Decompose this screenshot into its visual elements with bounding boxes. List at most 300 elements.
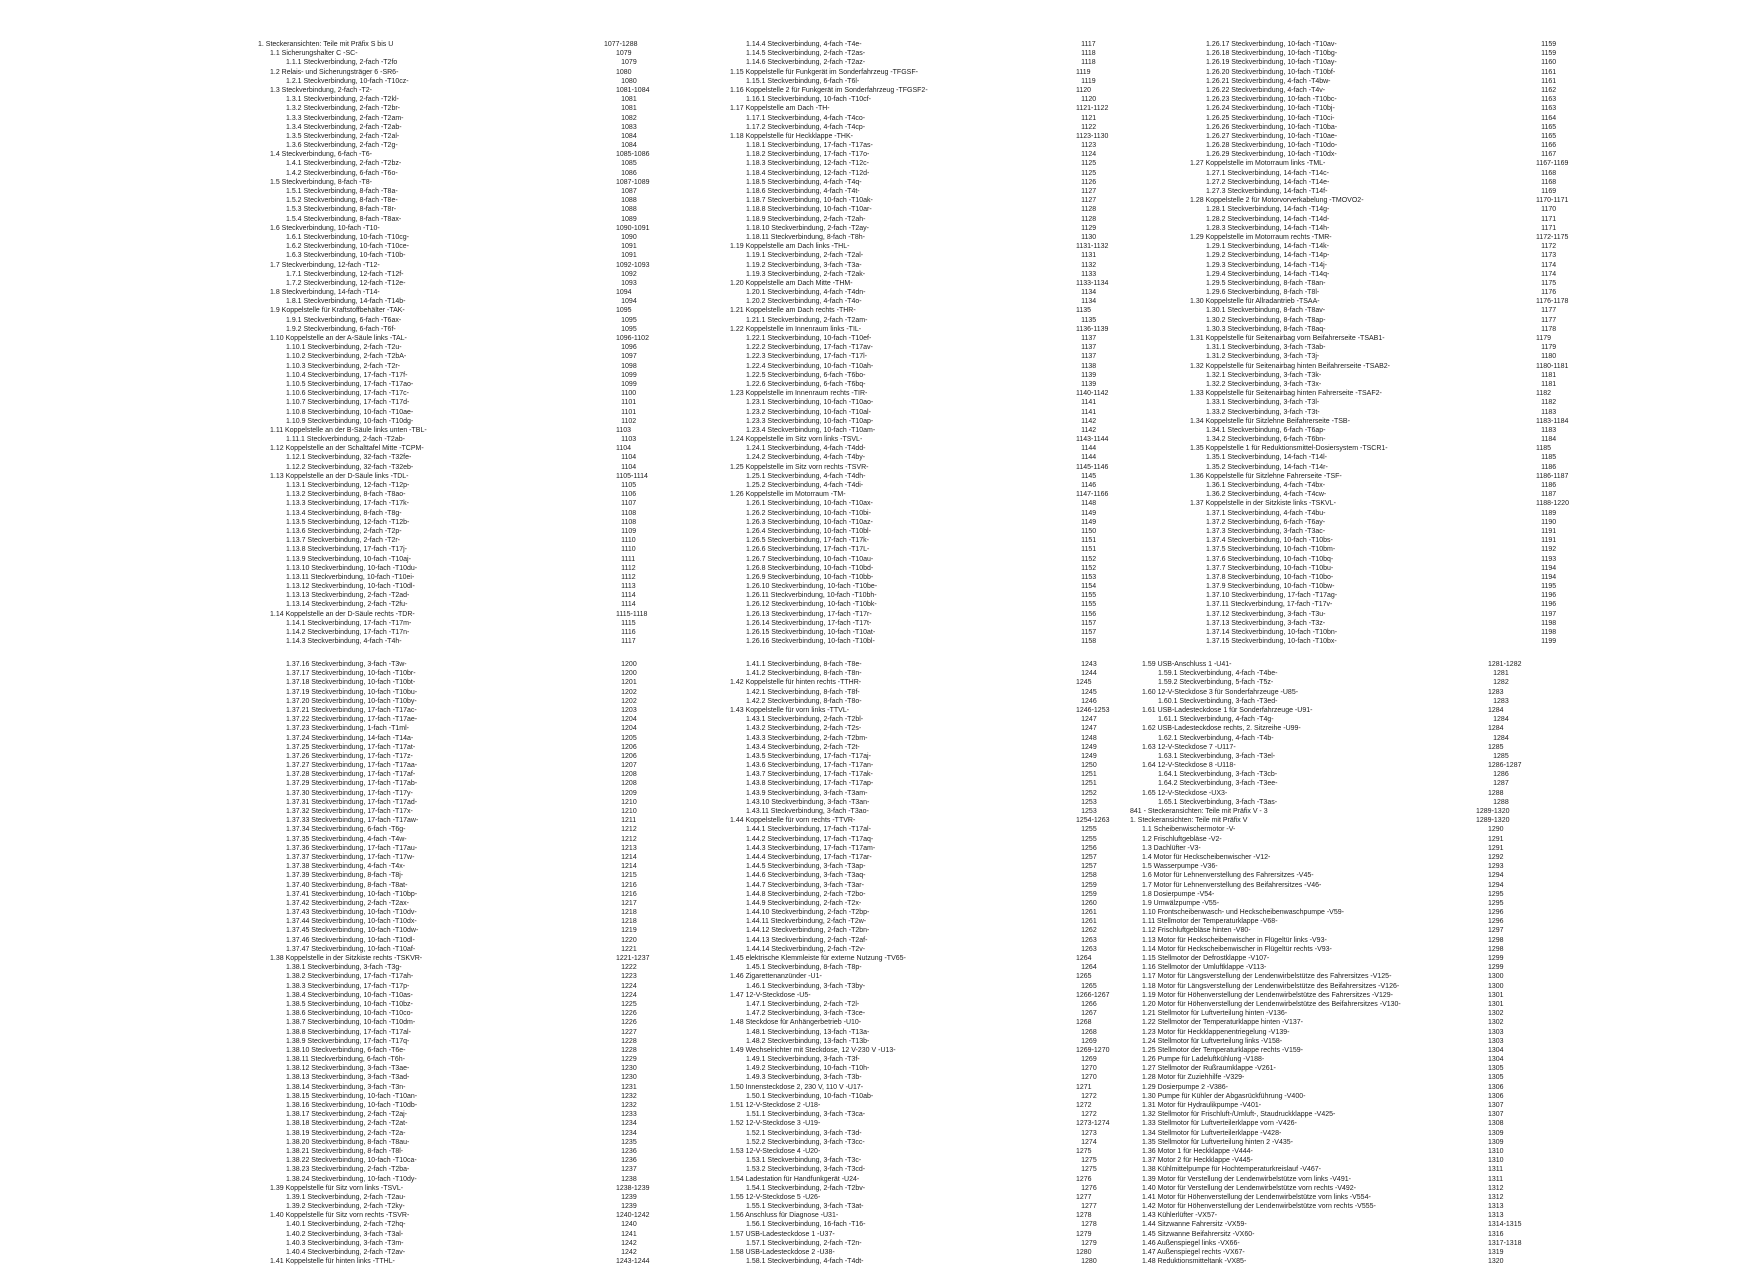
toc-entry[interactable] bbox=[718, 435, 1178, 444]
toc-entry[interactable] bbox=[1178, 426, 1638, 435]
toc-entry[interactable] bbox=[718, 678, 1178, 687]
toc-entry[interactable] bbox=[718, 1175, 1178, 1184]
toc-entry[interactable] bbox=[718, 279, 1178, 288]
toc-entry[interactable] bbox=[718, 1184, 1178, 1193]
toc-entry[interactable] bbox=[258, 610, 718, 619]
toc-entry[interactable] bbox=[258, 86, 718, 95]
toc-entry[interactable] bbox=[1130, 688, 1590, 697]
toc-entry[interactable] bbox=[1130, 1156, 1590, 1165]
toc-entry[interactable] bbox=[718, 150, 1178, 159]
toc-entry[interactable] bbox=[258, 389, 718, 398]
toc-entry[interactable] bbox=[718, 954, 1178, 963]
toc-entry[interactable] bbox=[1178, 453, 1638, 462]
toc-entry[interactable] bbox=[1178, 362, 1638, 371]
toc-entry[interactable] bbox=[718, 453, 1178, 462]
toc-entry[interactable] bbox=[718, 251, 1178, 260]
toc-entry[interactable] bbox=[718, 761, 1178, 770]
toc-entry[interactable] bbox=[258, 499, 718, 508]
toc-entry[interactable] bbox=[718, 1101, 1178, 1110]
toc-entry[interactable] bbox=[718, 591, 1178, 600]
toc-entry[interactable] bbox=[258, 564, 718, 573]
toc-entry[interactable] bbox=[718, 555, 1178, 564]
toc-entry[interactable] bbox=[258, 619, 718, 628]
toc-entry[interactable] bbox=[718, 1202, 1178, 1211]
toc-entry[interactable] bbox=[1178, 132, 1638, 141]
toc-entry[interactable] bbox=[1178, 159, 1638, 168]
toc-entry[interactable] bbox=[718, 141, 1178, 150]
toc-entry[interactable] bbox=[1130, 1055, 1590, 1064]
toc-entry[interactable] bbox=[718, 1239, 1178, 1248]
toc-entry[interactable] bbox=[258, 1147, 718, 1156]
toc-entry[interactable] bbox=[258, 1092, 718, 1101]
toc-entry[interactable] bbox=[258, 660, 718, 669]
toc-entry[interactable] bbox=[258, 890, 718, 899]
toc-entry[interactable] bbox=[258, 573, 718, 582]
toc-entry[interactable] bbox=[1178, 215, 1638, 224]
toc-entry[interactable] bbox=[1178, 251, 1638, 260]
toc-entry[interactable] bbox=[1178, 77, 1638, 86]
toc-entry[interactable] bbox=[258, 509, 718, 518]
toc-entry[interactable] bbox=[258, 141, 718, 150]
toc-entry[interactable] bbox=[258, 779, 718, 788]
toc-entry[interactable] bbox=[718, 334, 1178, 343]
toc-entry[interactable] bbox=[1130, 816, 1590, 825]
toc-entry[interactable] bbox=[718, 573, 1178, 582]
toc-entry[interactable] bbox=[258, 444, 718, 453]
toc-entry[interactable] bbox=[718, 890, 1178, 899]
toc-entry[interactable] bbox=[1130, 1009, 1590, 1018]
toc-entry[interactable] bbox=[718, 743, 1178, 752]
toc-entry[interactable] bbox=[1178, 417, 1638, 426]
toc-entry[interactable] bbox=[1130, 715, 1590, 724]
toc-entry[interactable] bbox=[1130, 807, 1590, 816]
toc-entry[interactable] bbox=[1130, 890, 1590, 899]
toc-entry[interactable] bbox=[1178, 509, 1638, 518]
toc-entry[interactable] bbox=[258, 1064, 718, 1073]
toc-entry[interactable] bbox=[718, 963, 1178, 972]
toc-entry[interactable] bbox=[718, 518, 1178, 527]
toc-entry[interactable] bbox=[718, 881, 1178, 890]
toc-entry[interactable] bbox=[1130, 881, 1590, 890]
toc-entry[interactable] bbox=[718, 1018, 1178, 1027]
toc-entry[interactable] bbox=[718, 1000, 1178, 1009]
toc-entry[interactable] bbox=[258, 1028, 718, 1037]
toc-entry[interactable] bbox=[1130, 954, 1590, 963]
toc-entry[interactable] bbox=[258, 233, 718, 242]
toc-entry[interactable] bbox=[718, 40, 1178, 49]
toc-entry[interactable] bbox=[1130, 871, 1590, 880]
toc-entry[interactable] bbox=[1178, 58, 1638, 67]
toc-entry[interactable] bbox=[1130, 1119, 1590, 1128]
toc-entry[interactable] bbox=[1130, 1184, 1590, 1193]
toc-entry[interactable] bbox=[258, 123, 718, 132]
toc-entry[interactable] bbox=[1178, 325, 1638, 334]
toc-entry[interactable] bbox=[1130, 779, 1590, 788]
toc-entry[interactable] bbox=[1178, 343, 1638, 352]
toc-entry[interactable] bbox=[258, 1110, 718, 1119]
toc-entry[interactable] bbox=[718, 807, 1178, 816]
toc-entry[interactable] bbox=[258, 761, 718, 770]
toc-entry[interactable] bbox=[718, 490, 1178, 499]
toc-entry[interactable] bbox=[718, 1110, 1178, 1119]
toc-entry[interactable] bbox=[258, 637, 718, 646]
toc-entry[interactable] bbox=[1130, 825, 1590, 834]
toc-entry[interactable] bbox=[258, 178, 718, 187]
toc-entry[interactable] bbox=[718, 1055, 1178, 1064]
toc-entry[interactable] bbox=[258, 306, 718, 315]
toc-entry[interactable] bbox=[1178, 518, 1638, 527]
toc-entry[interactable] bbox=[258, 417, 718, 426]
toc-entry[interactable] bbox=[1130, 660, 1590, 669]
toc-entry[interactable] bbox=[718, 982, 1178, 991]
toc-entry[interactable] bbox=[1178, 435, 1638, 444]
toc-entry[interactable] bbox=[258, 936, 718, 945]
toc-entry[interactable] bbox=[718, 499, 1178, 508]
toc-entry[interactable] bbox=[718, 380, 1178, 389]
toc-entry[interactable] bbox=[1130, 789, 1590, 798]
toc-entry[interactable] bbox=[718, 297, 1178, 306]
toc-entry[interactable] bbox=[1130, 1165, 1590, 1174]
toc-entry[interactable] bbox=[718, 926, 1178, 935]
toc-entry[interactable] bbox=[258, 881, 718, 890]
toc-entry[interactable] bbox=[718, 697, 1178, 706]
toc-entry[interactable] bbox=[718, 1165, 1178, 1174]
toc-entry[interactable] bbox=[718, 789, 1178, 798]
toc-entry[interactable] bbox=[258, 697, 718, 706]
toc-entry[interactable] bbox=[1130, 1129, 1590, 1138]
toc-entry[interactable] bbox=[1130, 1193, 1590, 1202]
toc-entry[interactable] bbox=[718, 288, 1178, 297]
toc-entry[interactable] bbox=[1178, 408, 1638, 417]
toc-entry[interactable] bbox=[718, 371, 1178, 380]
toc-entry[interactable] bbox=[1178, 527, 1638, 536]
toc-entry[interactable] bbox=[258, 1055, 718, 1064]
toc-entry[interactable] bbox=[1178, 389, 1638, 398]
toc-entry[interactable] bbox=[258, 1230, 718, 1239]
toc-entry[interactable] bbox=[718, 242, 1178, 251]
toc-entry[interactable] bbox=[718, 917, 1178, 926]
toc-entry[interactable] bbox=[718, 1119, 1178, 1128]
toc-entry[interactable] bbox=[258, 1129, 718, 1138]
toc-entry[interactable] bbox=[718, 669, 1178, 678]
toc-entry[interactable] bbox=[1178, 628, 1638, 637]
toc-entry[interactable] bbox=[718, 899, 1178, 908]
toc-entry[interactable] bbox=[258, 1009, 718, 1018]
toc-entry[interactable] bbox=[258, 908, 718, 917]
toc-entry[interactable] bbox=[1130, 1239, 1590, 1248]
toc-entry[interactable] bbox=[1178, 444, 1638, 453]
toc-entry[interactable] bbox=[718, 564, 1178, 573]
toc-entry[interactable] bbox=[718, 660, 1178, 669]
toc-entry[interactable] bbox=[1178, 582, 1638, 591]
toc-entry[interactable] bbox=[718, 1248, 1178, 1257]
toc-entry[interactable] bbox=[258, 261, 718, 270]
toc-entry[interactable] bbox=[1178, 316, 1638, 325]
toc-entry[interactable] bbox=[718, 536, 1178, 545]
toc-entry[interactable] bbox=[718, 908, 1178, 917]
toc-entry[interactable] bbox=[718, 724, 1178, 733]
toc-entry[interactable] bbox=[258, 770, 718, 779]
toc-entry[interactable] bbox=[1130, 844, 1590, 853]
toc-entry[interactable] bbox=[718, 389, 1178, 398]
toc-entry[interactable] bbox=[1130, 1028, 1590, 1037]
toc-entry[interactable] bbox=[258, 224, 718, 233]
toc-entry[interactable] bbox=[258, 58, 718, 67]
toc-entry[interactable] bbox=[718, 463, 1178, 472]
toc-entry[interactable] bbox=[718, 734, 1178, 743]
toc-entry[interactable] bbox=[1130, 752, 1590, 761]
toc-entry[interactable] bbox=[258, 463, 718, 472]
toc-entry[interactable] bbox=[718, 752, 1178, 761]
toc-entry[interactable] bbox=[1178, 68, 1638, 77]
toc-entry[interactable] bbox=[718, 825, 1178, 834]
toc-entry[interactable] bbox=[1130, 835, 1590, 844]
toc-entry[interactable] bbox=[1178, 86, 1638, 95]
toc-entry[interactable] bbox=[718, 205, 1178, 214]
toc-entry[interactable] bbox=[718, 196, 1178, 205]
toc-entry[interactable] bbox=[258, 114, 718, 123]
toc-entry[interactable] bbox=[258, 77, 718, 86]
toc-entry[interactable] bbox=[718, 1220, 1178, 1229]
toc-entry[interactable] bbox=[718, 86, 1178, 95]
toc-entry[interactable] bbox=[1178, 114, 1638, 123]
toc-entry[interactable] bbox=[1130, 963, 1590, 972]
toc-entry[interactable] bbox=[1130, 1110, 1590, 1119]
toc-entry[interactable] bbox=[1130, 1211, 1590, 1220]
toc-entry[interactable] bbox=[258, 963, 718, 972]
toc-entry[interactable] bbox=[718, 104, 1178, 113]
toc-entry[interactable] bbox=[718, 408, 1178, 417]
toc-entry[interactable] bbox=[1178, 555, 1638, 564]
toc-entry[interactable] bbox=[258, 555, 718, 564]
toc-entry[interactable] bbox=[258, 104, 718, 113]
toc-entry[interactable] bbox=[258, 251, 718, 260]
toc-entry[interactable] bbox=[258, 926, 718, 935]
toc-entry[interactable] bbox=[1130, 724, 1590, 733]
toc-entry[interactable] bbox=[1130, 908, 1590, 917]
toc-entry[interactable] bbox=[1130, 1037, 1590, 1046]
toc-entry[interactable] bbox=[1178, 224, 1638, 233]
toc-entry[interactable] bbox=[718, 619, 1178, 628]
toc-entry[interactable] bbox=[258, 1037, 718, 1046]
toc-entry[interactable] bbox=[1130, 1138, 1590, 1147]
toc-entry[interactable] bbox=[718, 159, 1178, 168]
toc-entry[interactable] bbox=[1130, 991, 1590, 1000]
toc-entry[interactable] bbox=[1130, 899, 1590, 908]
toc-entry[interactable] bbox=[1178, 536, 1638, 545]
toc-entry[interactable] bbox=[258, 40, 718, 49]
toc-entry[interactable] bbox=[718, 1129, 1178, 1138]
toc-entry[interactable] bbox=[1130, 917, 1590, 926]
toc-entry[interactable] bbox=[258, 1257, 718, 1266]
toc-entry[interactable] bbox=[1178, 233, 1638, 242]
toc-entry[interactable] bbox=[258, 49, 718, 58]
toc-entry[interactable] bbox=[258, 1119, 718, 1128]
toc-entry[interactable] bbox=[258, 825, 718, 834]
toc-entry[interactable] bbox=[258, 1046, 718, 1055]
toc-entry[interactable] bbox=[718, 68, 1178, 77]
toc-entry[interactable] bbox=[258, 954, 718, 963]
toc-entry[interactable] bbox=[258, 325, 718, 334]
toc-entry[interactable] bbox=[1130, 1073, 1590, 1082]
toc-entry[interactable] bbox=[1130, 1230, 1590, 1239]
toc-entry[interactable] bbox=[258, 472, 718, 481]
toc-entry[interactable] bbox=[258, 1220, 718, 1229]
toc-entry[interactable] bbox=[718, 1092, 1178, 1101]
toc-entry[interactable] bbox=[1130, 1101, 1590, 1110]
toc-entry[interactable] bbox=[718, 1037, 1178, 1046]
toc-entry[interactable] bbox=[258, 435, 718, 444]
toc-entry[interactable] bbox=[718, 1211, 1178, 1220]
toc-entry[interactable] bbox=[1130, 743, 1590, 752]
toc-entry[interactable] bbox=[258, 982, 718, 991]
toc-entry[interactable] bbox=[1178, 545, 1638, 554]
toc-entry[interactable] bbox=[1178, 261, 1638, 270]
toc-entry[interactable] bbox=[718, 628, 1178, 637]
toc-entry[interactable] bbox=[718, 325, 1178, 334]
toc-entry[interactable] bbox=[1178, 49, 1638, 58]
toc-entry[interactable] bbox=[1178, 591, 1638, 600]
toc-entry[interactable] bbox=[258, 628, 718, 637]
toc-entry[interactable] bbox=[1178, 187, 1638, 196]
toc-entry[interactable] bbox=[718, 1064, 1178, 1073]
toc-entry[interactable] bbox=[1130, 945, 1590, 954]
toc-entry[interactable] bbox=[258, 132, 718, 141]
toc-entry[interactable] bbox=[258, 853, 718, 862]
toc-entry[interactable] bbox=[258, 945, 718, 954]
toc-entry[interactable] bbox=[258, 371, 718, 380]
toc-entry[interactable] bbox=[1178, 297, 1638, 306]
toc-entry[interactable] bbox=[258, 591, 718, 600]
toc-entry[interactable] bbox=[1178, 279, 1638, 288]
toc-entry[interactable] bbox=[718, 362, 1178, 371]
toc-entry[interactable] bbox=[1130, 1083, 1590, 1092]
toc-entry[interactable] bbox=[718, 688, 1178, 697]
toc-entry[interactable] bbox=[718, 58, 1178, 67]
toc-entry[interactable] bbox=[1178, 463, 1638, 472]
toc-entry[interactable] bbox=[258, 835, 718, 844]
toc-entry[interactable] bbox=[258, 582, 718, 591]
toc-entry[interactable] bbox=[718, 215, 1178, 224]
toc-entry[interactable] bbox=[1130, 669, 1590, 678]
toc-entry[interactable] bbox=[258, 334, 718, 343]
toc-entry[interactable] bbox=[718, 1193, 1178, 1202]
toc-entry[interactable] bbox=[718, 715, 1178, 724]
toc-entry[interactable] bbox=[718, 610, 1178, 619]
toc-entry[interactable] bbox=[718, 123, 1178, 132]
toc-entry[interactable] bbox=[258, 527, 718, 536]
toc-entry[interactable] bbox=[718, 545, 1178, 554]
toc-entry[interactable] bbox=[258, 343, 718, 352]
toc-entry[interactable] bbox=[258, 669, 718, 678]
toc-entry[interactable] bbox=[258, 972, 718, 981]
toc-entry[interactable] bbox=[718, 343, 1178, 352]
toc-entry[interactable] bbox=[1178, 352, 1638, 361]
toc-entry[interactable] bbox=[718, 871, 1178, 880]
toc-entry[interactable] bbox=[1178, 334, 1638, 343]
toc-entry[interactable] bbox=[1130, 972, 1590, 981]
toc-entry[interactable] bbox=[718, 835, 1178, 844]
toc-entry[interactable] bbox=[258, 362, 718, 371]
toc-entry[interactable] bbox=[718, 1230, 1178, 1239]
toc-entry[interactable] bbox=[1130, 678, 1590, 687]
toc-entry[interactable] bbox=[1130, 1018, 1590, 1027]
toc-entry[interactable] bbox=[718, 779, 1178, 788]
toc-entry[interactable] bbox=[258, 1248, 718, 1257]
toc-entry[interactable] bbox=[718, 1083, 1178, 1092]
toc-entry[interactable] bbox=[718, 114, 1178, 123]
toc-entry[interactable] bbox=[1178, 619, 1638, 628]
toc-entry[interactable] bbox=[1130, 761, 1590, 770]
toc-entry[interactable] bbox=[718, 178, 1178, 187]
toc-entry[interactable] bbox=[258, 453, 718, 462]
toc-entry[interactable] bbox=[718, 316, 1178, 325]
toc-entry[interactable] bbox=[258, 196, 718, 205]
toc-entry[interactable] bbox=[1178, 150, 1638, 159]
toc-entry[interactable] bbox=[258, 426, 718, 435]
toc-entry[interactable] bbox=[1178, 472, 1638, 481]
toc-entry[interactable] bbox=[258, 518, 718, 527]
toc-entry[interactable] bbox=[258, 1184, 718, 1193]
toc-entry[interactable] bbox=[1130, 1046, 1590, 1055]
toc-entry[interactable] bbox=[258, 917, 718, 926]
toc-entry[interactable] bbox=[258, 1018, 718, 1027]
toc-entry[interactable] bbox=[718, 1009, 1178, 1018]
toc-entry[interactable] bbox=[1178, 95, 1638, 104]
toc-entry[interactable] bbox=[1130, 1092, 1590, 1101]
toc-entry[interactable] bbox=[718, 945, 1178, 954]
toc-entry[interactable] bbox=[718, 509, 1178, 518]
toc-entry[interactable] bbox=[258, 205, 718, 214]
toc-entry[interactable] bbox=[258, 1138, 718, 1147]
toc-entry[interactable] bbox=[258, 706, 718, 715]
toc-entry[interactable] bbox=[258, 899, 718, 908]
toc-entry[interactable] bbox=[258, 871, 718, 880]
toc-entry[interactable] bbox=[718, 844, 1178, 853]
toc-entry[interactable] bbox=[718, 816, 1178, 825]
toc-entry[interactable] bbox=[718, 637, 1178, 646]
toc-entry[interactable] bbox=[718, 398, 1178, 407]
toc-entry[interactable] bbox=[718, 706, 1178, 715]
toc-entry[interactable] bbox=[718, 1028, 1178, 1037]
toc-entry[interactable] bbox=[258, 724, 718, 733]
toc-entry[interactable] bbox=[258, 1156, 718, 1165]
toc-entry[interactable] bbox=[258, 844, 718, 853]
toc-entry[interactable] bbox=[718, 853, 1178, 862]
toc-entry[interactable] bbox=[258, 150, 718, 159]
toc-entry[interactable] bbox=[718, 233, 1178, 242]
toc-entry[interactable] bbox=[1130, 853, 1590, 862]
toc-entry[interactable] bbox=[718, 1147, 1178, 1156]
toc-entry[interactable] bbox=[1178, 380, 1638, 389]
toc-entry[interactable] bbox=[258, 352, 718, 361]
toc-entry[interactable] bbox=[258, 380, 718, 389]
toc-entry[interactable] bbox=[258, 816, 718, 825]
toc-entry[interactable] bbox=[1178, 490, 1638, 499]
toc-entry[interactable] bbox=[258, 807, 718, 816]
toc-entry[interactable] bbox=[1130, 1147, 1590, 1156]
toc-entry[interactable] bbox=[258, 95, 718, 104]
toc-entry[interactable] bbox=[718, 527, 1178, 536]
toc-entry[interactable] bbox=[258, 1101, 718, 1110]
toc-entry[interactable] bbox=[1130, 798, 1590, 807]
toc-entry[interactable] bbox=[1130, 734, 1590, 743]
toc-entry[interactable] bbox=[1130, 706, 1590, 715]
toc-entry[interactable] bbox=[718, 600, 1178, 609]
toc-entry[interactable] bbox=[258, 862, 718, 871]
toc-entry[interactable] bbox=[1178, 270, 1638, 279]
toc-entry[interactable] bbox=[1178, 123, 1638, 132]
